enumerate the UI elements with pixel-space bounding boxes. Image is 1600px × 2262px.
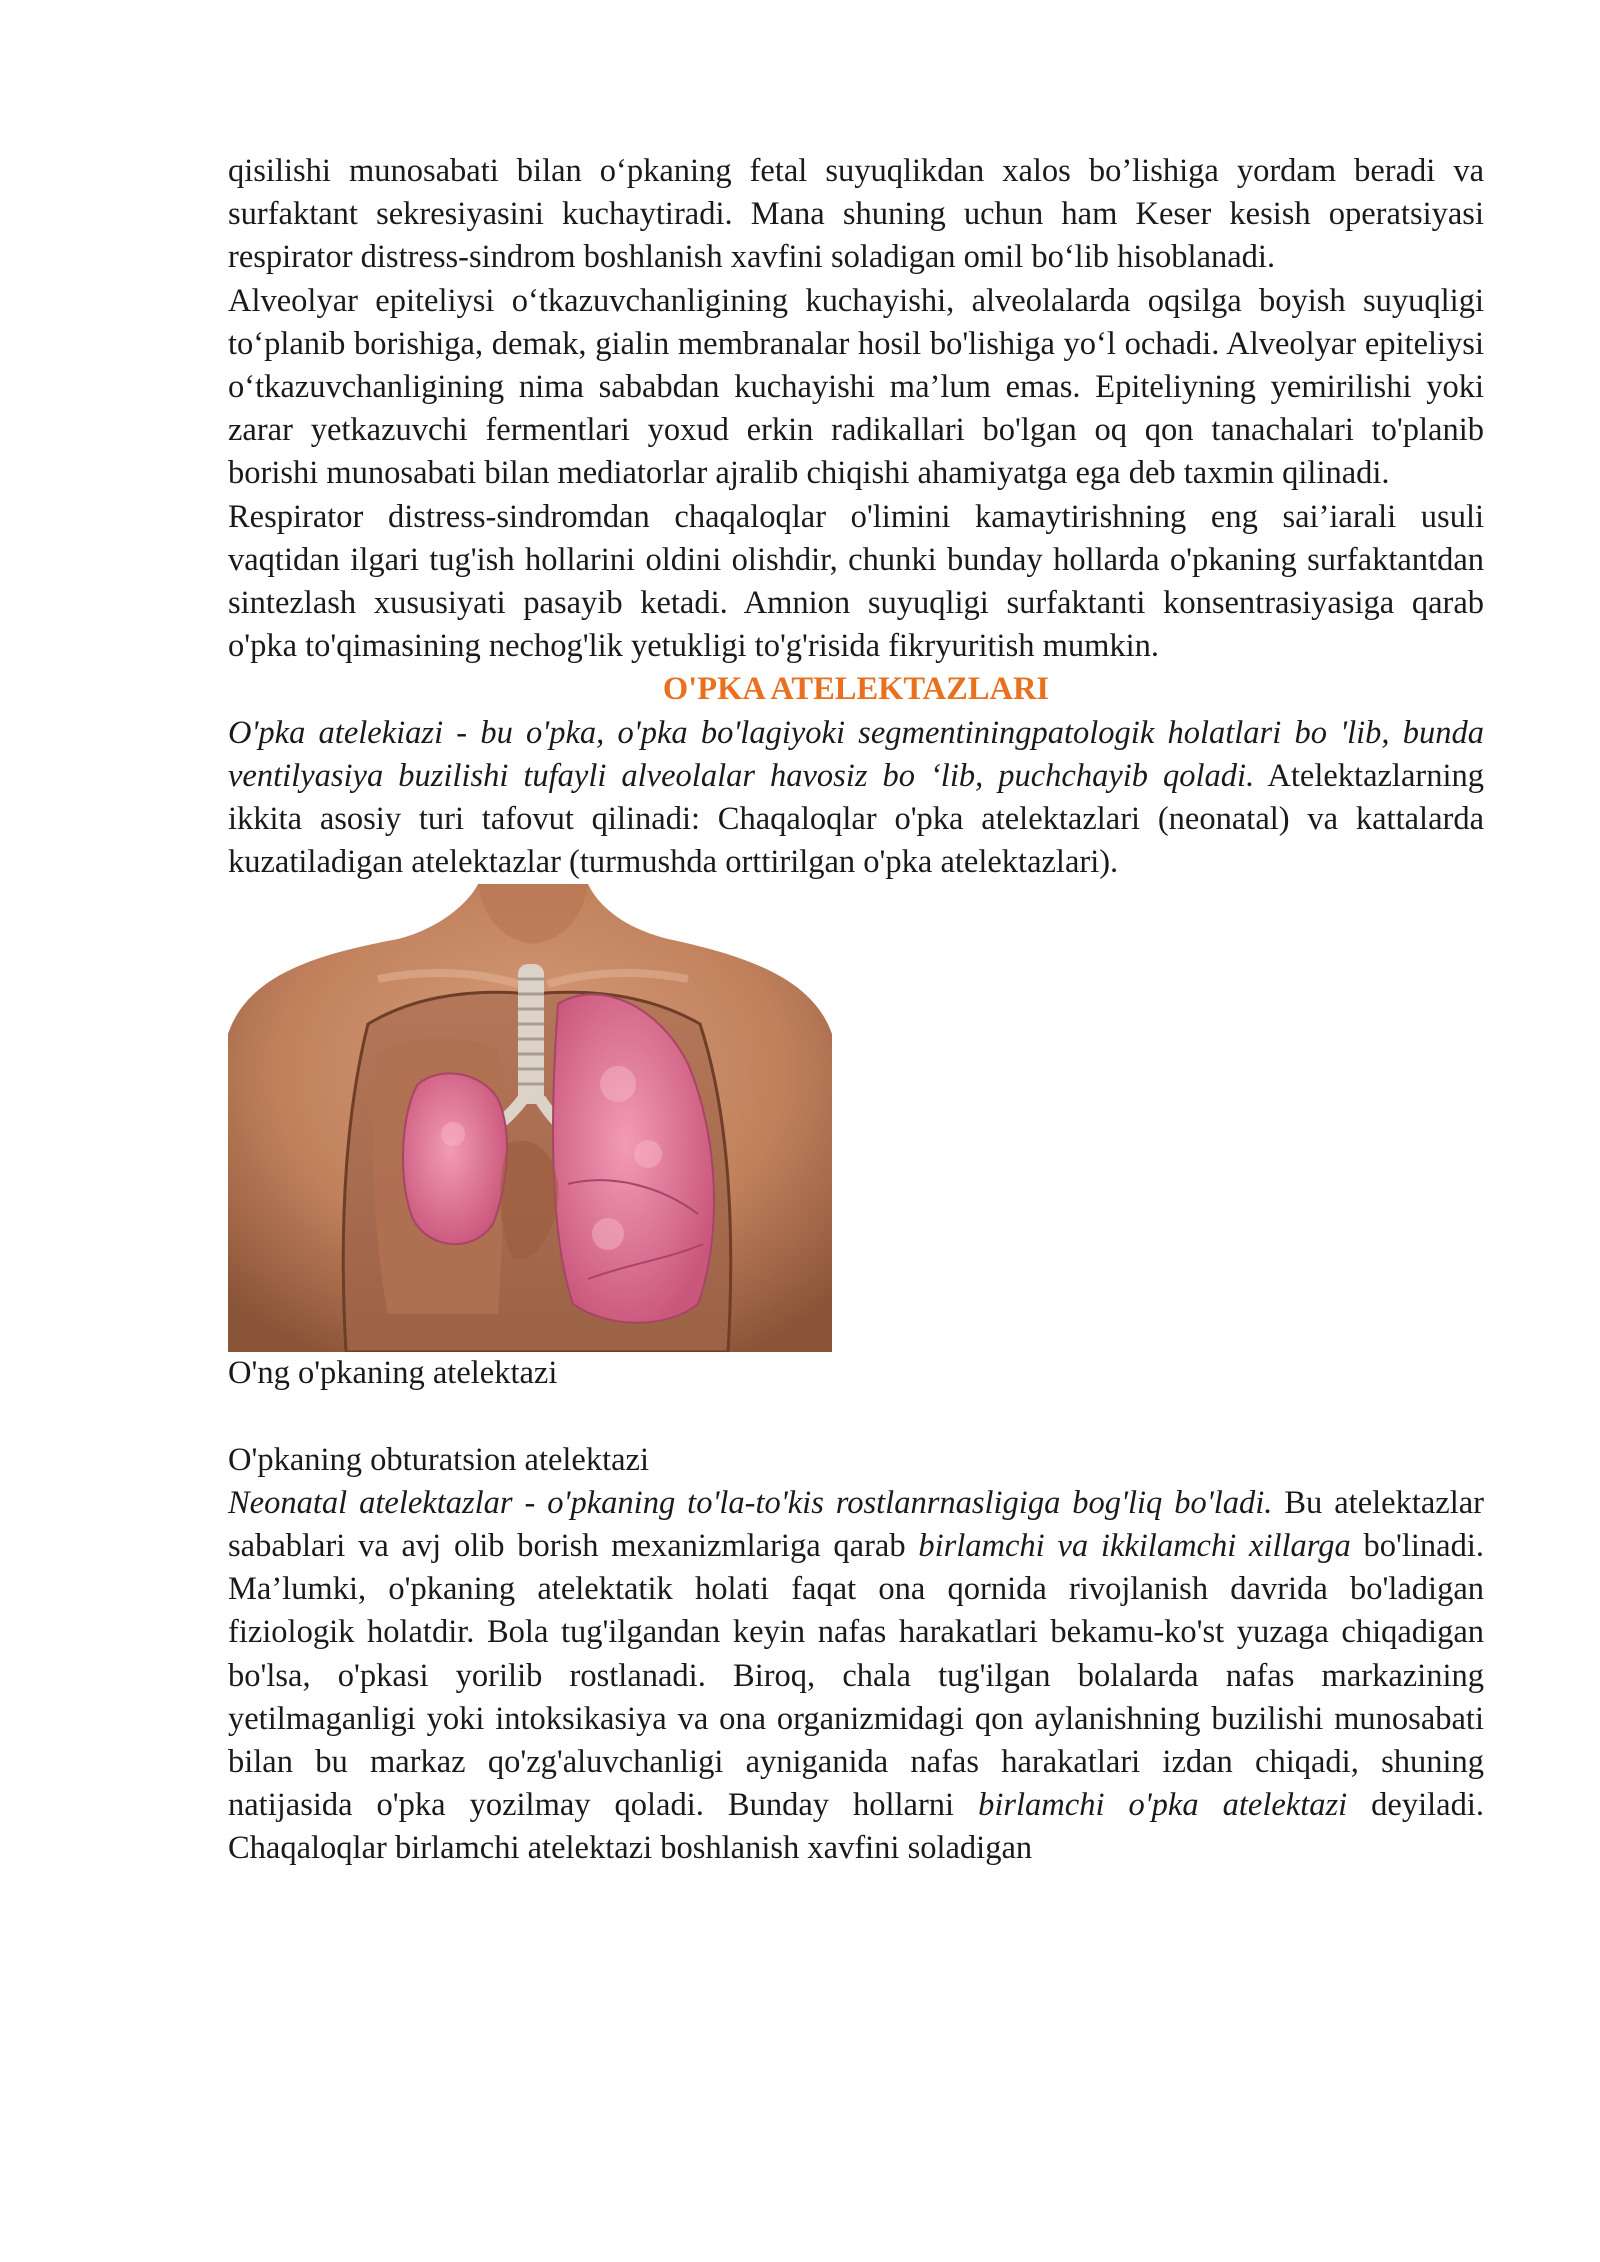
neonatal-types-italic: birlamchi va ikkilamchi xillarga	[918, 1528, 1351, 1565]
torso-lungs-illustration	[228, 884, 832, 1352]
neonatal-text-3: deyiladi. Chaqaloqlar birlamchi atelektazi boshlanish xavfini soladigan	[228, 1787, 1484, 1867]
lung-atelectasis-figure	[228, 884, 832, 1352]
paragraph-fetal-fluid: qisilishi munosabati bilan o‘pkaning fetal suyuqlikdan xalos bo’lishiga yordam beradi va surfaktant sekresiyasini kuchaytiradi. Mana shuning uchun ham Keser kesish operatsiyasi respirator distress-sindrom boshlanish xavfini soladigan omil bo‘lib hisoblanadi.	[228, 153, 1484, 276]
caption-spacer	[228, 1396, 1484, 1439]
paragraph-alveolar-epithelium: Alveolyar epiteliysi o‘tkazuvchanligining kuchayishi, alveolalarda oqsilga boyish suyuqligi to‘planib borishiga, demak, gialin membranalar hosil bo'lishiga yo‘l ochadi. Alveolyar epiteliysi o‘tkazuvchanligining nima sababdan kuchayishi ma’lum emas. Epiteliyning yemirilishi yoki zarar yetkazuvchi fermentlari yoxud erkin radikallari bo'lgan oq qon tanachalari to'planib borishi munosabati bilan mediatorlar ajralib chiqishi ahamiyatga ega deb taxmin qilinadi.	[228, 282, 1484, 492]
section-heading: O'PKA ATELEKTAZLARI	[662, 671, 1050, 708]
definition-italic: O'pka atelekiazi - bu o'pka, o'pka bo'lagiyoki segmentiningpatologik holatlari bo 'lib, bunda ventilyasiya buzilishi tufayli alveolalar havosiz bo ‘lib, puchchayib qoladi.	[228, 714, 1484, 794]
figure-caption: O'ng o'pkaning atelektazi	[228, 1355, 558, 1392]
paragraph-neonatal	[228, 1482, 1484, 1871]
neonatal-intro-italic: Neonatal atelektazlar - o'pkaning to'la-to'kis rostlanrnasligiga bog'liq bo'ladi.	[228, 1484, 1273, 1521]
paragraph-distress-syndrome: Respirator distress-sindromdan chaqaloqlar o'limini kamaytirishning eng sai’iarali usuli vaqtidan ilgari tug'ish hollarini oldini olishdir, chunki bunday hollarda o'pkaning surfaktantdan sintezlash xususiyati pasayib ketadi. Amnion suyuqligi surfaktanti konsentrasiyasiga qarab o'pka to'qimasining nechog'lik yetukligi to'g'risida fikryuritish mumkin.	[228, 498, 1484, 665]
figure-caption-secondary: O'pkaning obturatsion atelektazi	[228, 1441, 650, 1478]
primary-atelectasis-italic: birlamchi o'pka atelektazi	[978, 1787, 1348, 1824]
paragraph-definition	[228, 712, 1484, 885]
neonatal-text-2: bo'linadi. Ma’lumki, o'pkaning atelektatik holati faqat ona qornida rivojlanish davrida bo'ladigan fiziologik holatdir. Bola tug'ilgandan keyin nafas harakatlari bekamu-ko'st yuzaga chiqadigan bo'lsa, o'pkasi yorilib rostlanadi. Biroq, chala tug'ilgan bolalarda nafas markazining yetilmaganligi yoki intoksikasiya va ona organizmidagi qon aylanishning buzilishi munosabati bilan bu markaz qo'zg'aluvchanligi ayniganida nafas harakatlari izdan chiqadi, shuning natijasida o'pka yozilmay qoladi. Bunday hollarni	[228, 1528, 1484, 1824]
neonatal-text-1: Bu atelektazlar sabablari va avj olib borish mexanizmlariga qarab	[228, 1484, 1484, 1565]
page-content	[228, 150, 1484, 1871]
definition-text: Atelektazlarning ikkita asosiy turi tafovut qilinadi: Chaqaloqlar o'pka atelektazlari (neonatal) va kattalarda kuzatiladigan atelektazlar (turmushda orttirilgan o'pka atelektazlari).	[228, 757, 1484, 881]
